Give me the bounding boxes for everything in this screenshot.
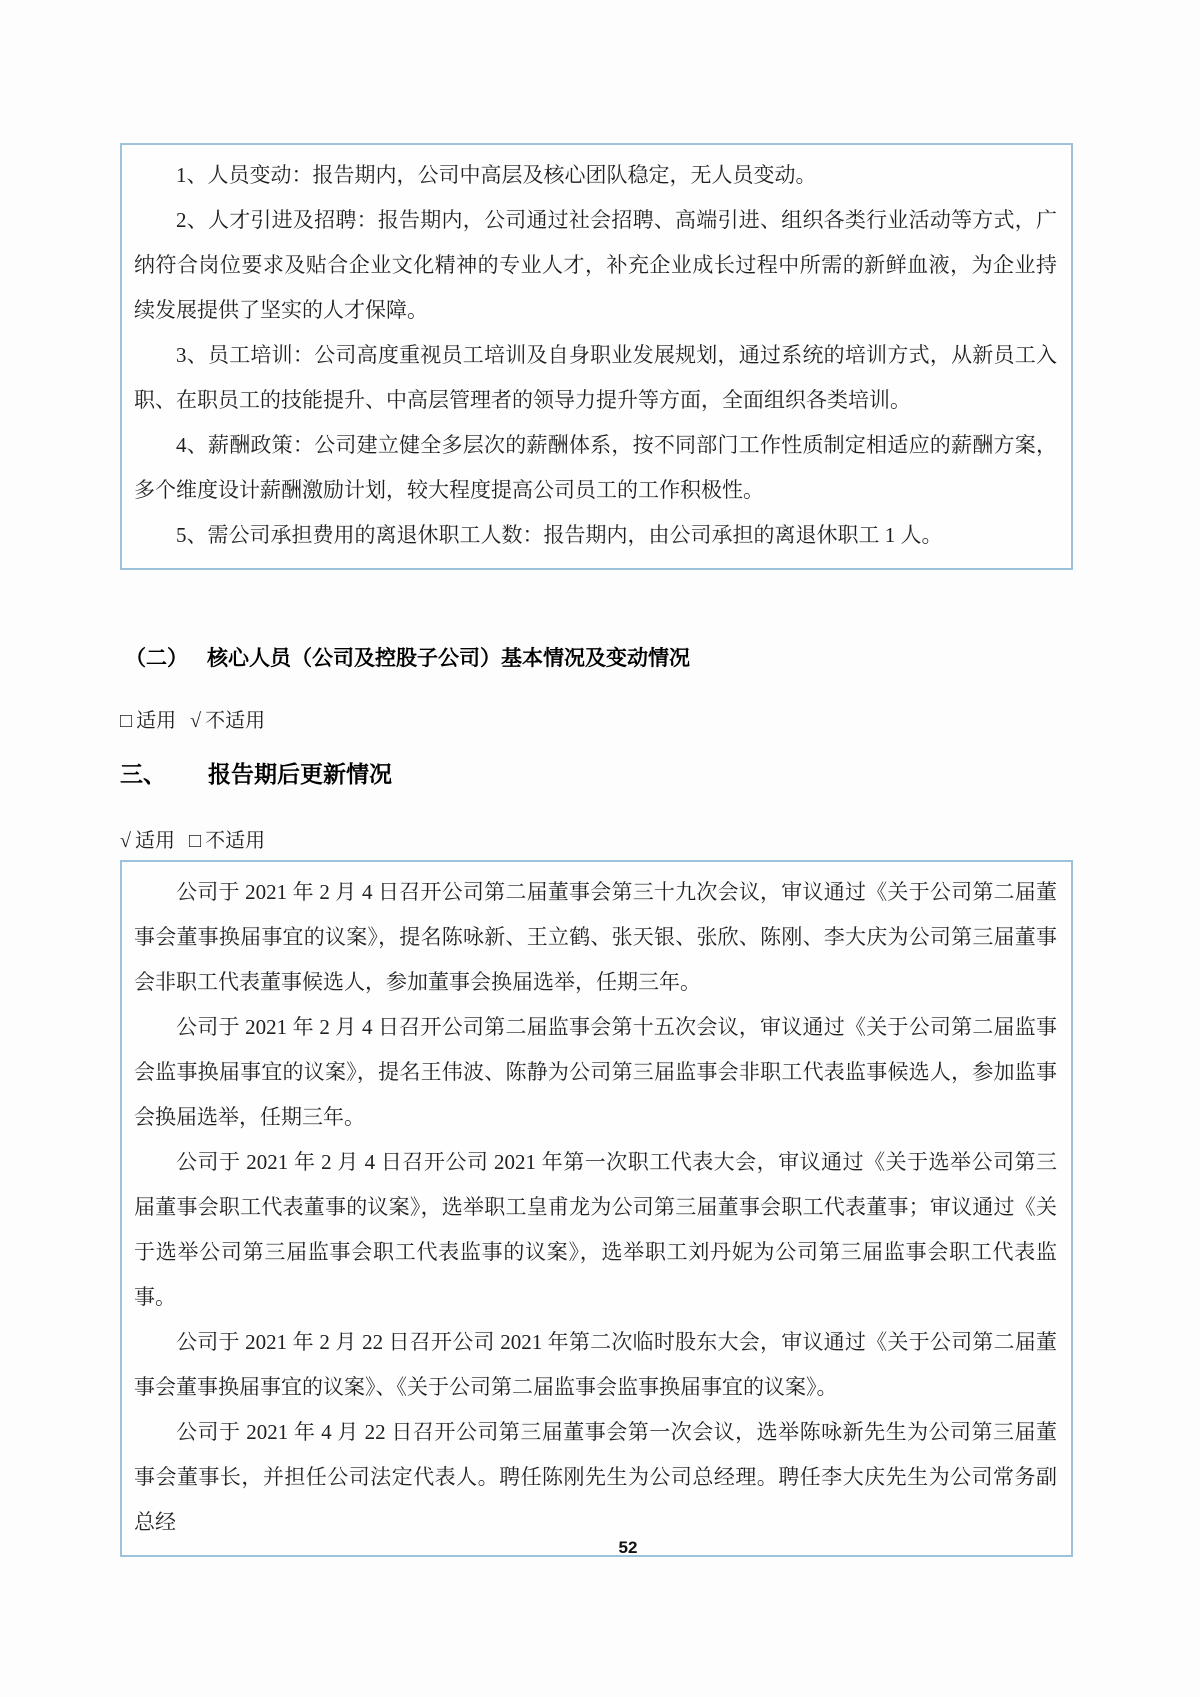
update-paragraph-board-meeting-39: 公司于 2021 年 2 月 4 日召开公司第二届董事会第三十九次会议，审议通过《关于公司第二届董事会董事换届事宜的议案》，提名陈咏新、王立鹤、张天银、张欣、陈刚、李大庆为公司第三届董事会非职工代表董事候选人，参加董事会换届选举，任期三年。 [134,880,1057,994]
hr-measures-box [120,143,1073,570]
section-heading-core-personnel [120,644,1073,674]
hr-item-personnel-change: 1、人员变动：报告期内，公司中高层及核心团队稳定，无人员变动。 [176,163,817,187]
section-title: 报告期后更新情况 [208,761,392,787]
checkbox-unchecked-icon: □ [120,710,133,732]
not-applicable-label: 不适用 [205,710,266,732]
applicability-line-post-period-update [120,827,1073,855]
post-period-update-box [120,860,1073,1557]
update-paragraph-shareholders-meeting: 公司于 2021 年 2 月 22 日召开公司 2021 年第二次临时股东大会，审议通过《关于公司第二届董事会董事换届事宜的议案》、《关于公司第二届监事会监事换届事宜的议案》。 [134,1330,1057,1399]
section-title: 核心人员（公司及控股子公司）基本情况及变动情况 [207,647,690,670]
update-paragraph-employee-congress: 公司于 2021 年 2 月 4 日召开公司 2021 年第一次职工代表大会，审议通过《关于选举公司第三届董事会职工代表董事的议案》，选举职工皇甫龙为公司第三届董事会职工代表董事；审议通过《关于选举公司第三届监事会职工代表监事的议案》，选举职工刘丹妮为公司第三届监事会职工代表监事。 [134,1150,1057,1309]
hr-item-compensation-policy: 4、薪酬政策：公司建立健全多层次的薪酬体系，按不同部门工作性质制定相适应的薪酬方案，多个维度设计薪酬激励计划，较大程度提高公司员工的工作积极性。 [134,433,1057,502]
checkbox-unchecked-icon: □ [188,830,202,852]
update-paragraph-third-board-first-meeting: 公司于 2021 年 4 月 22 日召开公司第三届董事会第一次会议，选举陈咏新先生为公司第三届董事会董事长，并担任公司法定代表人。聘任陈刚先生为公司总经理。聘任李大庆先生为公司常务副总经 [134,1420,1057,1534]
not-applicable-label: 不适用 [205,830,266,852]
hr-item-retired-employees: 5、需公司承担费用的离退休职工人数：报告期内，由公司承担的离退休职工 1 人。 [176,523,943,547]
hr-item-talent-recruiting: 2、人才引进及招聘：报告期内，公司通过社会招聘、高端引进、组织各类行业活动等方式，广纳符合岗位要求及贴合企业文化精神的专业人才，补充企业成长过程中所需的新鲜血液，为企业持续发展提供了坚实的人才保障。 [134,208,1057,322]
applicable-label: 适用 [134,830,175,852]
section-heading-post-period-update [120,757,1073,791]
update-paragraph-supervisory-meeting-15: 公司于 2021 年 2 月 4 日召开公司第二届监事会第十五次会议，审议通过《关于公司第二届监事会监事换届事宜的议案》，提名王伟波、陈静为公司第三届监事会非职工代表监事候选人，参加监事会换届选举，任期三年。 [134,1015,1057,1129]
page-content [120,143,1073,1557]
page-number: 52 [618,1538,638,1557]
hr-item-employee-training: 3、员工培训：公司高度重视员工培训及自身职业发展规划，通过系统的培训方式，从新员工入职、在职员工的技能提升、中高层管理者的领导力提升等方面，全面组织各类培训。 [134,343,1057,412]
section-number-label: （二） [125,647,188,670]
checkmark-icon: √ [120,830,131,852]
section-number-label: 三、 [120,761,166,787]
checkmark-icon: √ [190,710,202,732]
applicability-line-core-personnel [120,707,1073,735]
applicable-label: 适用 [136,710,177,732]
